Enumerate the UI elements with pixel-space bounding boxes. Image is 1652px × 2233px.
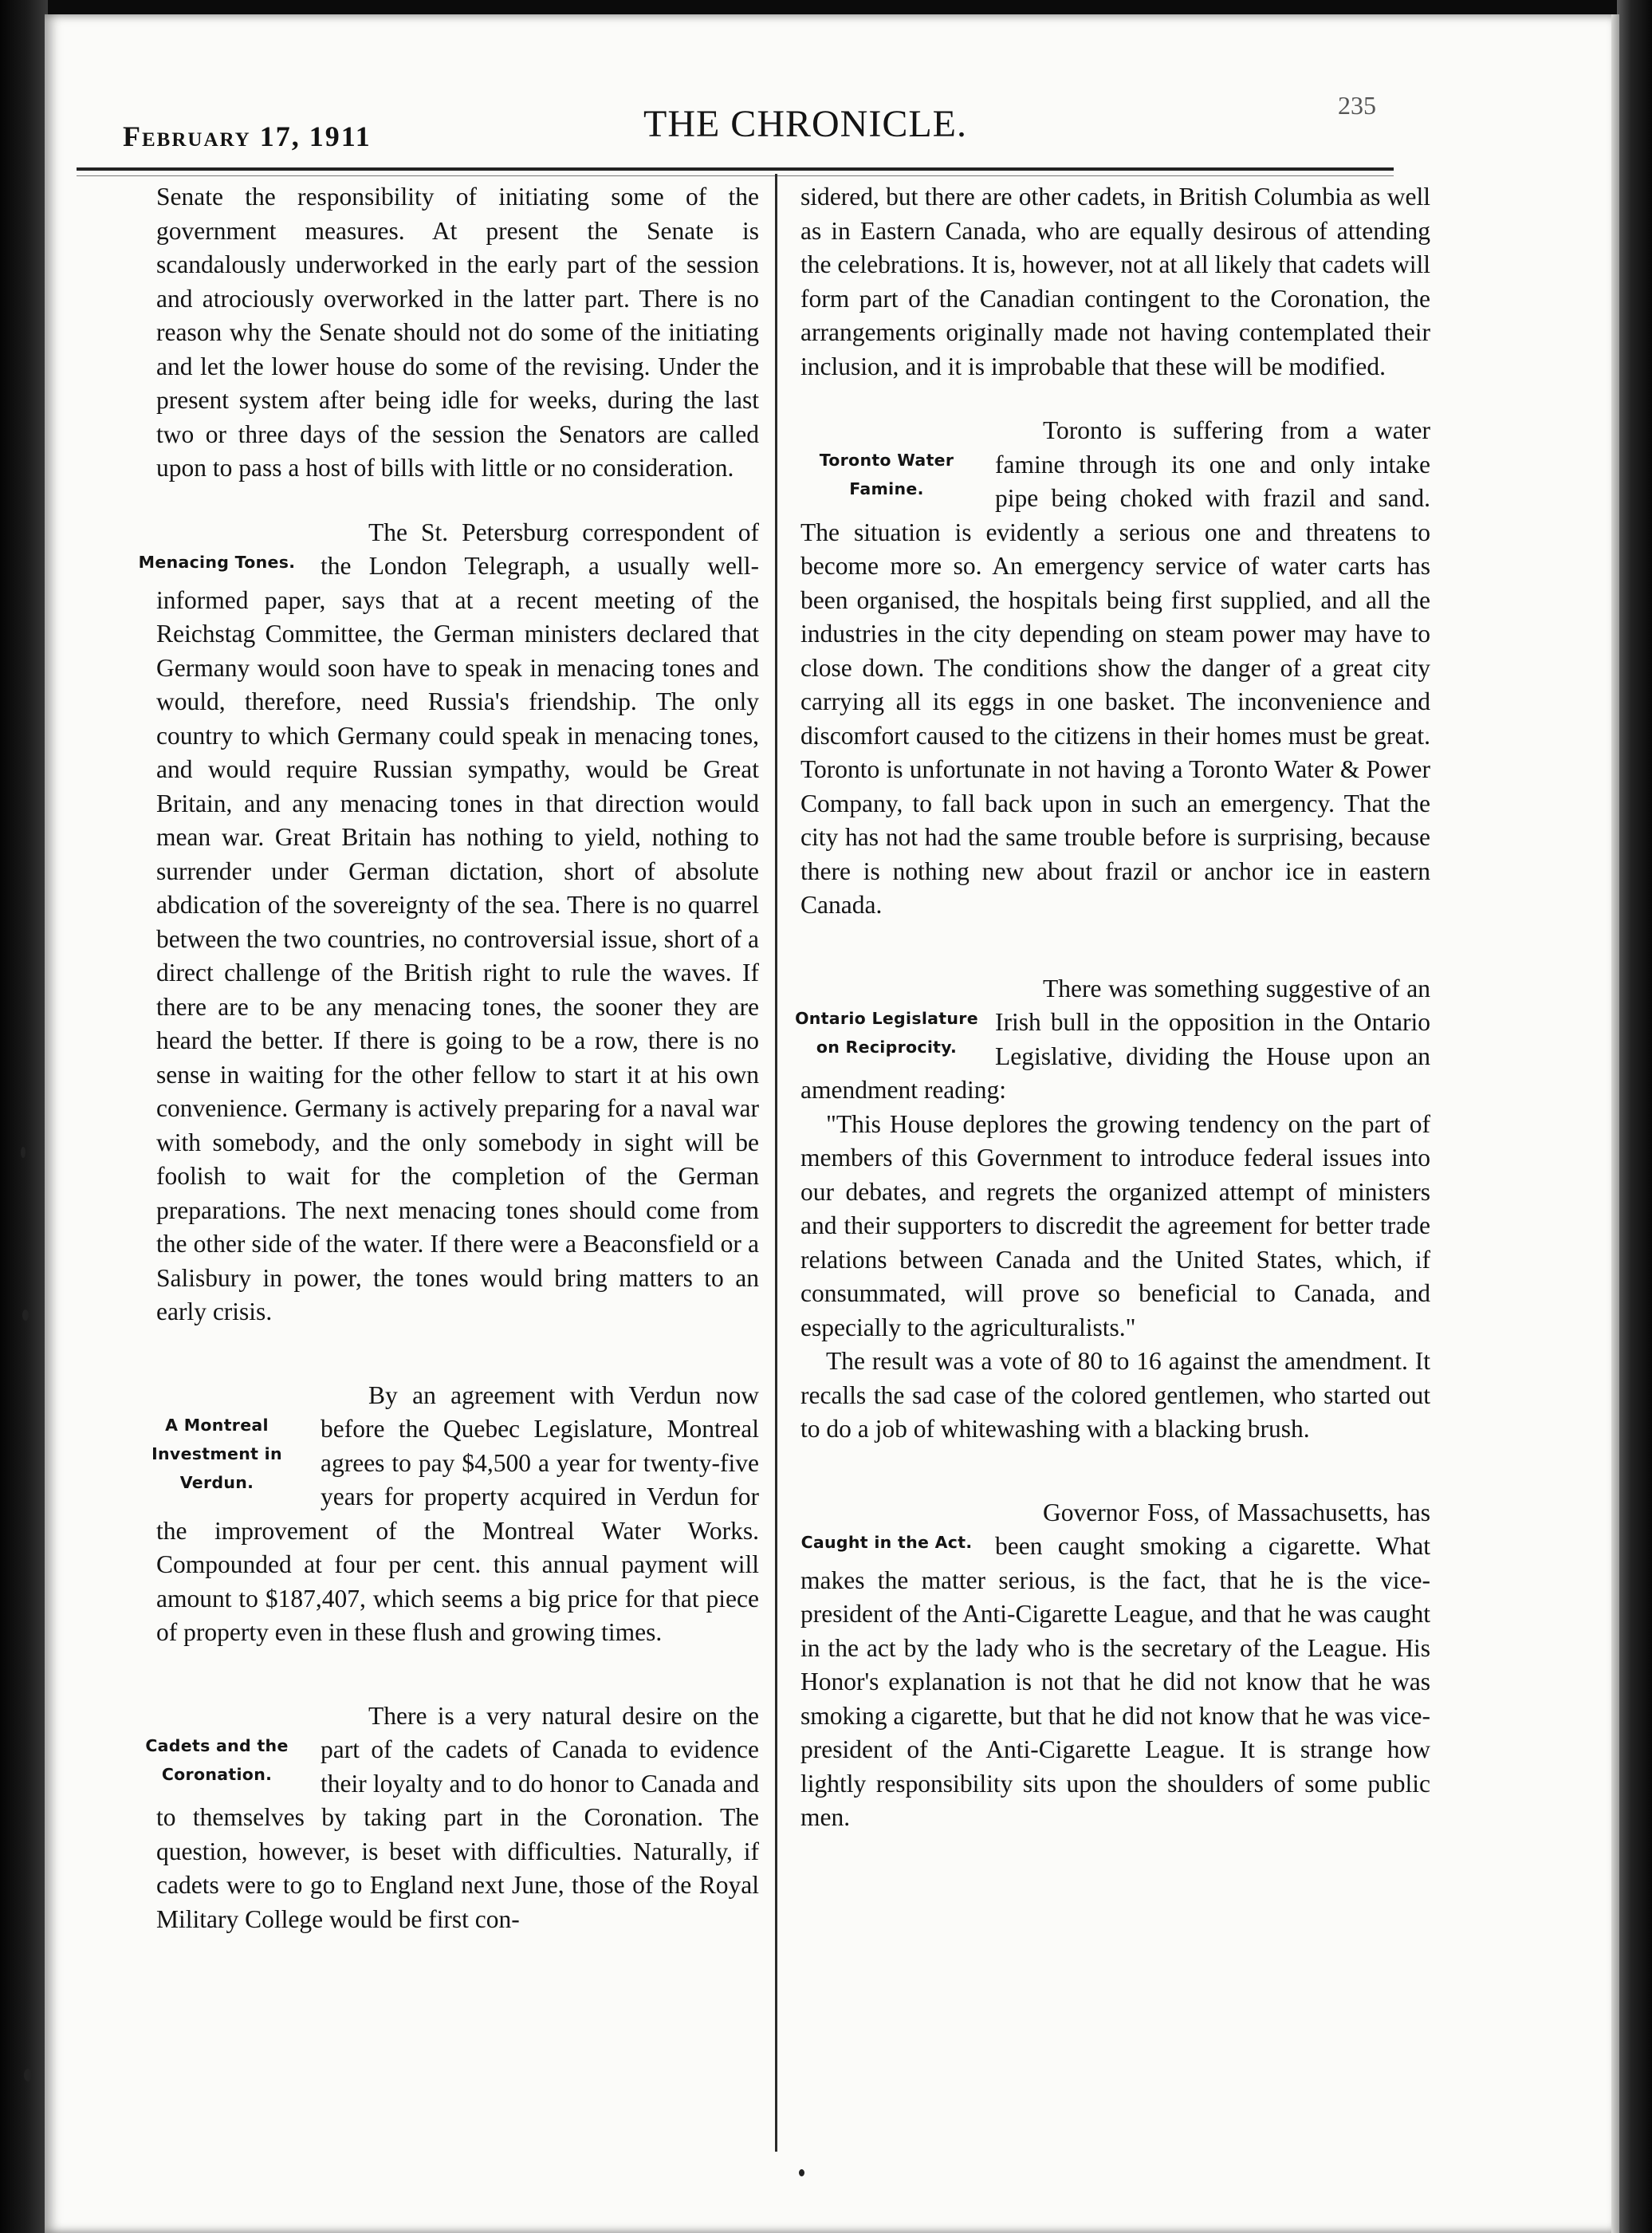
scan-edge-left	[0, 0, 48, 2233]
article-toronto-water-famine	[800, 414, 1430, 923]
page-header	[77, 88, 1432, 152]
page-number: 235	[1338, 91, 1376, 120]
article-body: There is a very natural desire on the part of the cadets of Canada to evidence their loyalty and to do honor to Canada and to themselves by taking part in the Coronation. The question, however, is beset with difficulties. Naturally, if cadets were to go to England next June, those of the Royal Military College would be first con-	[156, 1701, 759, 1933]
article-body: Toronto is suffering from a water famine through its one and only intake pipe being choked with frazil and sand. The situation is evidently a serious one and threatens to become more so. An emergency service of water carts has been organised, the hospitals being first supplied, and all the industries in the city depending on steam power may have to close down. The conditions show the danger of a great city carrying all its eggs in one basket. The inconvenience and discomfort caused to the citizens in their homes must be great. Toronto is unfortunate in not having a Toronto Water & Power Company, to fall back upon in such an emergency. That the city has not had the same trouble before is surprising, because there is nothing new about frazil or anchor ice in eastern Canada.	[800, 416, 1430, 919]
cadets-continuation-paragraph: sidered, but there are other cadets, in British Columbia as well as in Eastern Canada, who are equally desirous of attending the celebrations. It is, however, not at all likely that cadets will form part of the Canadian contingent to the Coronation, the arrangements originally made not having contemplated their inclusion, and it is improbable that these will be modified.	[800, 183, 1430, 380]
publication-title: THE CHRONICLE.	[643, 103, 967, 145]
article-heading: A Montreal Investment in Verdun.	[151, 1415, 282, 1492]
article-body: Governor Foss, of Massachusetts, has been caught smoking a cigarette. What makes the matter serious, is the fact, that he is the vice-president of the Anti-Cigarette League, and that he was caught in the act by the lady who is the secretary of the League. His Honor's explanation is not that he did not know that he was smoking a cigarette, but that he did not know that he was vice-president of the Anti-Cigarette League. It is strange how lightly responsibility sits upon the shoulders of some public men.	[800, 1498, 1430, 1831]
binding-hole-mark	[21, 1147, 26, 1158]
right-column	[795, 180, 1430, 1835]
article-heading: Toronto Water Famine.	[819, 451, 954, 498]
article-heading: Menacing Tones.	[138, 552, 296, 572]
article-body: There was something suggestive of an Irish bull in the opposition in the Ontario Legislative, dividing the House upon an amendment reading:	[800, 974, 1430, 1104]
article-montreal-investment	[151, 1379, 759, 1650]
senate-continuation-paragraph: Senate the responsibility of initiating some of the government measures. At present the Senate is scandalously underworked in the early part of the session and atrociously overworked in the latter part. There is no reason why the Senate should not do some of the initiating and let the lower house do some of the revising. Under the present system after being idle for weeks, during the last two or three days of the session the Senators are called upon to pass a host of bills with little or no consideration.	[156, 183, 759, 482]
header-rule	[77, 167, 1394, 171]
article-heading: Ontario Legislature on Reciprocity.	[795, 1008, 978, 1057]
print-speck	[799, 2169, 804, 2176]
article-heading: Caught in the Act.	[800, 1532, 973, 1552]
article-body: By an agreement with Verdun now before the Quebec Legislature, Montreal agrees to pay $4,500 a year for twenty-five years for property acquired in Verdun for the improvement of the Montreal Water Works. Compounded at four per cent. this annual payment will amount to $187,407, which seems a big price for that piece of property even in these flush and growing times.	[156, 1380, 759, 1646]
article-caught-in-the-act	[800, 1496, 1430, 1835]
binding-hole-mark	[24, 2069, 32, 2081]
article-heading: Cadets and the Coronation.	[145, 1735, 289, 1784]
binding-hole-mark	[22, 1309, 29, 1321]
vote-result: The result was a vote of 80 to 16 against the amendment. It recalls the sad case of the colored gentlemen, who started out to do a job of whitewashing with a blacking brush.	[800, 1347, 1430, 1443]
header-rule-thin	[77, 175, 1394, 176]
page-edge-strip	[1611, 14, 1619, 2233]
column-divider	[775, 174, 777, 2152]
issue-date: February 17, 1911	[123, 120, 372, 152]
left-column	[138, 180, 759, 1936]
amendment-quote: "This House deplores the growing tendency on the part of members of this Government to introduce federal issues into our debates, and regrets the organized attempt of ministers and their supporters to discredit the agreement for better trade relations between Canada and the United States, which, if consummated, will prove so beneficial to Canada, and especially to the agriculturalists."	[800, 1109, 1430, 1341]
article-cadets-coronation	[145, 1699, 759, 1937]
article-body: The St. Petersburg correspondent of the London Telegraph, a usually well-informed paper, says that at a recent meeting of the Reichstag Committee, the German ministers declared that Germany would soon have to speak in menacing tones and would, therefore, need Russia's friendship. The only country to which Germany could speak in menacing tones, and would require Russian sympathy, would be Great Britain, and any menacing tones in that direction would mean war. Great Britain has nothing to yield, nothing to surrender under German dictation, short of absolute abdication of the sovereignty of the sea. There is no quarrel between the two countries, no controversial issue, short of a direct challenge of the British right to rule the waves. If there are to be any menacing tones, the sooner they are heard the better. If there is going to be a row, there is no sense in waiting for the other fellow to start it at his own convenience. Germany is actively preparing for a naval war with somebody, and the only somebody in sight will be foolish to wait for the completion of the German preparations. The next menacing tones should come from the other side of the water. If there were a Beaconsfield or a Salisbury in power, the tones would bring matters to an early crisis.	[156, 518, 759, 1325]
scan-edge-right	[1617, 0, 1652, 2233]
article-menacing-tones	[138, 516, 759, 1329]
article-ontario-reciprocity	[795, 972, 1430, 1447]
